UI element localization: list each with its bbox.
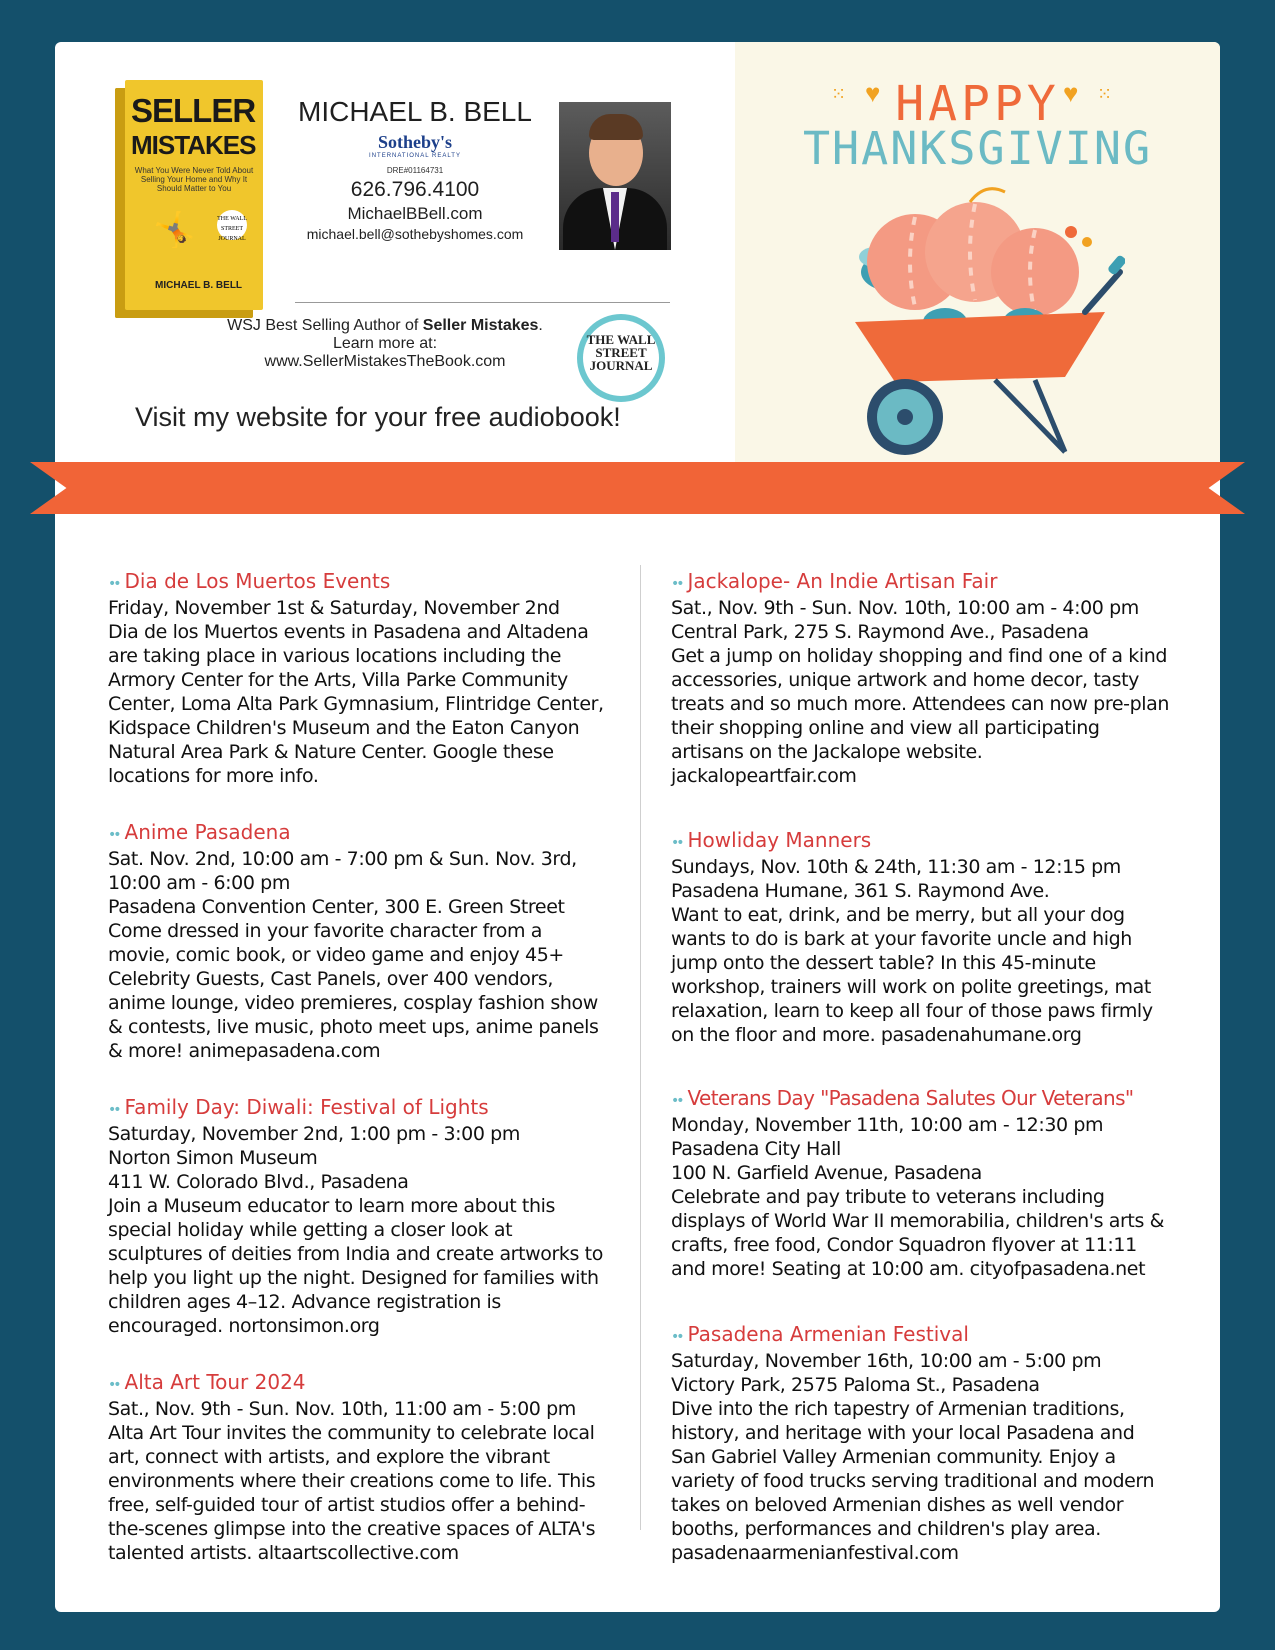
event-veterans-day (671, 1086, 1171, 1281)
event-location: Pasadena Convention Center, 300 E. Green Street (108, 896, 565, 918)
badge-sub: BEST SELLER (600, 378, 642, 384)
agent-phone: 626.796.4100 (350, 178, 480, 201)
event-location: Pasadena Humane, 361 S. Raymond Ave. (671, 880, 1050, 902)
agent-name: MICHAEL B. BELL (298, 96, 532, 127)
event-date: Sundays, Nov. 10th & 24th, 11:30 am - 12:15 pm (671, 856, 1121, 878)
event-title (671, 828, 1171, 855)
event-location: Central Park, 275 S. Raymond Ave., Pasadena (671, 621, 1089, 643)
bullet-icon: •• (671, 576, 682, 592)
event-date: Monday, November 11th, 10:00 am - 12:30 pm (671, 1114, 1104, 1136)
event-title-text: Family Day: Diwali: Festival of Lights (124, 1095, 489, 1119)
dre-license: DRE#01164731 (386, 166, 444, 175)
event-venue: Norton Simon Museum (108, 1147, 318, 1169)
decorative-ribbon (30, 462, 1245, 514)
event-title (108, 820, 608, 847)
event-location: 411 W. Colorado Blvd., Pasadena (108, 1171, 409, 1193)
audiobook-note: Visit my website for your free audiobook! (135, 402, 621, 432)
wsj-author-note (215, 317, 555, 371)
divider (295, 302, 670, 303)
book-title-line1: SELLER (131, 92, 256, 129)
bullet-icon: •• (108, 576, 119, 592)
bullet-icon: •• (108, 827, 119, 843)
wsj-line1-pre: WSJ Best Selling Author of (227, 317, 423, 334)
event-dia-de-los-muertos (108, 569, 608, 788)
sparkle-icon: ⁙ (831, 84, 847, 104)
event-location: Victory Park, 2575 Paloma St., Pasadena (671, 1374, 1040, 1396)
event-title (671, 1086, 1171, 1113)
event-title (108, 1370, 608, 1397)
agent-website[interactable]: MichaelBBell.com (347, 204, 483, 223)
book-subtitle: What You Were Never Told About Selling Your Home and Why It Should Matter to You (134, 166, 254, 193)
thanksgiving-panel (735, 42, 1220, 477)
event-description: Come dressed in your favorite character from a movie, comic book, or video game and enjoy 45+ Celebrity Guests, Cast Panels, over 400 vendors, anime lounge, video premieres, cosplay fashion show & contests, live music, photo meet ups, anime panels & more! animepasadena.com (108, 920, 599, 1062)
event-title-text: Anime Pasadena (124, 820, 291, 844)
event-description: Want to eat, drink, and be merry, but all your dog wants to do is bark at your favorite uncle and high jump onto the dessert table? In this 45-minute workshop, trainers will work on polite greetings, mat relaxation, learn to keep all four of those paws firmly on the floor and more. pasadenahumane.org (671, 904, 1153, 1046)
bullet-icon: •• (108, 1377, 119, 1393)
event-location: 100 N. Garfield Avenue, Pasadena (671, 1162, 982, 1184)
event-title-text: Alta Art Tour 2024 (124, 1370, 306, 1394)
badge-text: THE WALL STREET JOURNAL (583, 320, 659, 396)
event-title-text: Veterans Day "Pasadena Salutes Our Veterans" (687, 1086, 1134, 1110)
agent-email[interactable]: michael.bell@sothebyshomes.com (306, 226, 524, 242)
event-date: Sat., Nov. 9th - Sun. Nov. 10th, 10:00 am - 4:00 pm (671, 597, 1139, 619)
brokerage-logo: Sotheby's (377, 132, 453, 152)
happy-text: HAPPY (895, 76, 1060, 132)
falling-figure-icon: 🤸 (153, 211, 196, 249)
event-howliday-manners (671, 828, 1171, 1047)
event-alta-art-tour (108, 1370, 608, 1565)
event-description: Join a Museum educator to learn more about this special holiday while getting a closer look at sculptures of deities from India and create artworks to help you light up the night. Designed for families with children ages 4–12. Advance registration is encouraged. nortonsimon.org (108, 1195, 603, 1337)
wsj-line1-bold: Seller Mistakes (422, 317, 539, 334)
brokerage-subtitle: INTERNATIONAL REALTY (369, 153, 461, 159)
book-seal: THE WALL STREET JOURNAL (217, 210, 247, 240)
event-title (671, 569, 1171, 596)
wsj-line1-post: . (538, 317, 543, 334)
event-armenian-festival (671, 1322, 1171, 1565)
event-title-text: Howliday Manners (687, 828, 872, 852)
bullet-icon: •• (671, 1093, 682, 1109)
heart-icon: ♥ (1063, 78, 1079, 108)
wsj-line3-link[interactable]: www.SellerMistakesTheBook.com (264, 353, 506, 370)
event-title-text: Pasadena Armenian Festival (687, 1322, 969, 1346)
thanksgiving-text: THANKSGIVING (802, 122, 1153, 175)
wsj-line2: Learn more at: (332, 335, 438, 352)
heart-icon: ♥ (865, 78, 881, 108)
wheelbarrow-pumpkins-illustration (835, 162, 1125, 462)
event-title (108, 569, 608, 596)
event-date: Sat. Nov. 2nd, 10:00 am - 7:00 pm & Sun. Nov. 3rd, 10:00 am - 6:00 pm (108, 848, 577, 894)
book-cover (125, 80, 263, 310)
agent-photo (559, 102, 671, 250)
event-date: Saturday, November 16th, 10:00 am - 5:00 pm (671, 1350, 1102, 1372)
bullet-icon: •• (671, 835, 682, 851)
event-title (108, 1095, 608, 1122)
event-description: Dive into the rich tapestry of Armenian traditions, history, and heritage with your local Pasadena and San Gabriel Valley Armenian community. Enjoy a variety of food trucks serving traditional and modern takes on beloved Armenian dishes as well vendor booths, performances and children's play area. pasadenaarmenianfestival.com (671, 1398, 1155, 1564)
book-author: MICHAEL B. BELL (155, 280, 243, 291)
event-description: Get a jump on holiday shopping and find one of a kind accessories, unique artwork and home decor, tasty treats and so much more. Attendees can now pre-plan their shopping online and view all participating artisans on the Jackalope website. jackalopeartfair.com (671, 645, 1169, 787)
event-diwali (108, 1095, 608, 1338)
bullet-icon: •• (671, 1329, 682, 1345)
event-description: Dia de los Muertos events in Pasadena and Altadena are taking place in various locations including the Armory Center for the Arts, Villa Parke Community Center, Loma Alta Park Gymnasium, Flintridge Center, Kidspace Children's Museum and the Eaton Canyon Natural Area Park & Nature Center. Google these locations for more info. (108, 621, 604, 787)
wsj-bestseller-badge (577, 314, 665, 402)
bullet-icon: •• (108, 1102, 119, 1118)
event-title (671, 1322, 1171, 1349)
event-date: Sat., Nov. 9th - Sun. Nov. 10th, 11:00 am - 5:00 pm (108, 1398, 576, 1420)
sparkle-icon: ⁙ (1097, 84, 1113, 104)
event-description: Alta Art Tour invites the community to celebrate local art, connect with artists, and explore the vibrant environments where their creations come to life. This free, self-guided tour of artist studios offer a behind-the-scenes glimpse into the creative spaces of ALTA's talented artists. altaartscollective.com (108, 1422, 596, 1564)
book-title-line2: MISTAKES (131, 130, 256, 160)
event-title-text: Dia de Los Muertos Events (124, 569, 391, 593)
event-date: Friday, November 1st & Saturday, November 2nd (108, 597, 560, 619)
event-anime-pasadena (108, 820, 608, 1063)
event-title-text: Jackalope- An Indie Artisan Fair (687, 569, 998, 593)
event-jackalope (671, 569, 1171, 788)
event-venue: Pasadena City Hall (671, 1138, 841, 1160)
column-divider (640, 565, 641, 1530)
event-date: Saturday, November 2nd, 1:00 pm - 3:00 pm (108, 1123, 520, 1145)
event-description: Celebrate and pay tribute to veterans including displays of World War II memorabilia, children's arts & crafts, free food, Condor Squadron flyover at 11:11 and more! Seating at 10:00 am. cityofpasadena.net (671, 1186, 1165, 1280)
